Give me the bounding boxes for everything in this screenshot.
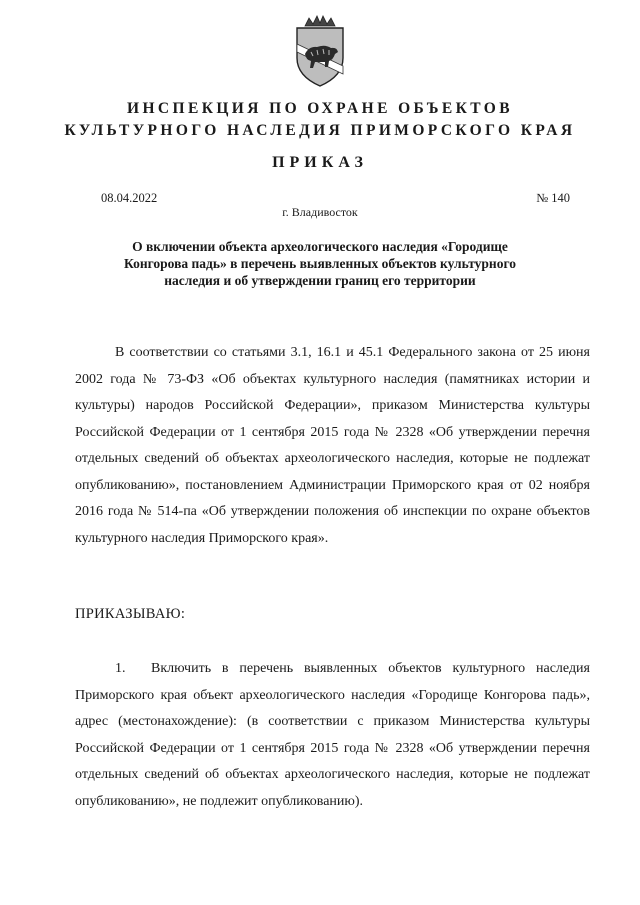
preamble-paragraph: В соответствии со статьями 3.1, 16.1 и 45.1 Федерального закона от 25 июня 2002 года № 73-ФЗ «Об объектах культурного наследия (памятниках истории и культуры) народов Российской Федерации», приказом Министерства культуры Российской Федерации от 1 сентября 2015 года № 2328 «Об утверждении перечня отдельных сведений об объектах археологического наследия, которые не подлежат опубликованию», постановлением Администрации Приморского края от 02 ноября 2016 года № 514-па «Об утверждении положения об инспекции по охране объектов культурного наследия Приморского края». bbox=[75, 345, 590, 546]
order-item-number: 1. bbox=[115, 661, 126, 676]
coat-of-arms-icon bbox=[291, 14, 349, 88]
order-keyword: ПРИКАЗЫВАЮ: bbox=[75, 606, 186, 622]
document-city: г. Владивосток bbox=[282, 205, 358, 219]
document-number: № 140 bbox=[536, 191, 570, 205]
document-date: 08.04.2022 bbox=[101, 191, 158, 205]
organization-name-line1: ИНСПЕКЦИЯ ПО ОХРАНЕ ОБЪЕКТОВ bbox=[127, 100, 513, 117]
order-item-text: Включить в перечень выявленных объектов культурного наследия Приморского края объект археологического наследия «Городище Конгорова падь», адрес (местонахождение): (в соответствии с приказом Министерства культуры Российской Федерации от 1 сентября 2015 года № 2328 «Об утверждении перечня отдельных сведений об объектах археологического наследия, которые не подлежат опубликованию», не подлежит опубликованию). bbox=[75, 661, 590, 809]
document-title: О включении объекта археологического наследия «Городище Конгорова падь» в перечень выявленных объектов культурного наследия и об утверждении границ его территории bbox=[123, 239, 516, 288]
document-type: ПРИКАЗ bbox=[272, 154, 368, 171]
order-item-1 bbox=[75, 656, 590, 815]
organization-name-line2: КУЛЬТУРНОГО НАСЛЕДИЯ ПРИМОРСКОГО КРАЯ bbox=[64, 122, 576, 139]
